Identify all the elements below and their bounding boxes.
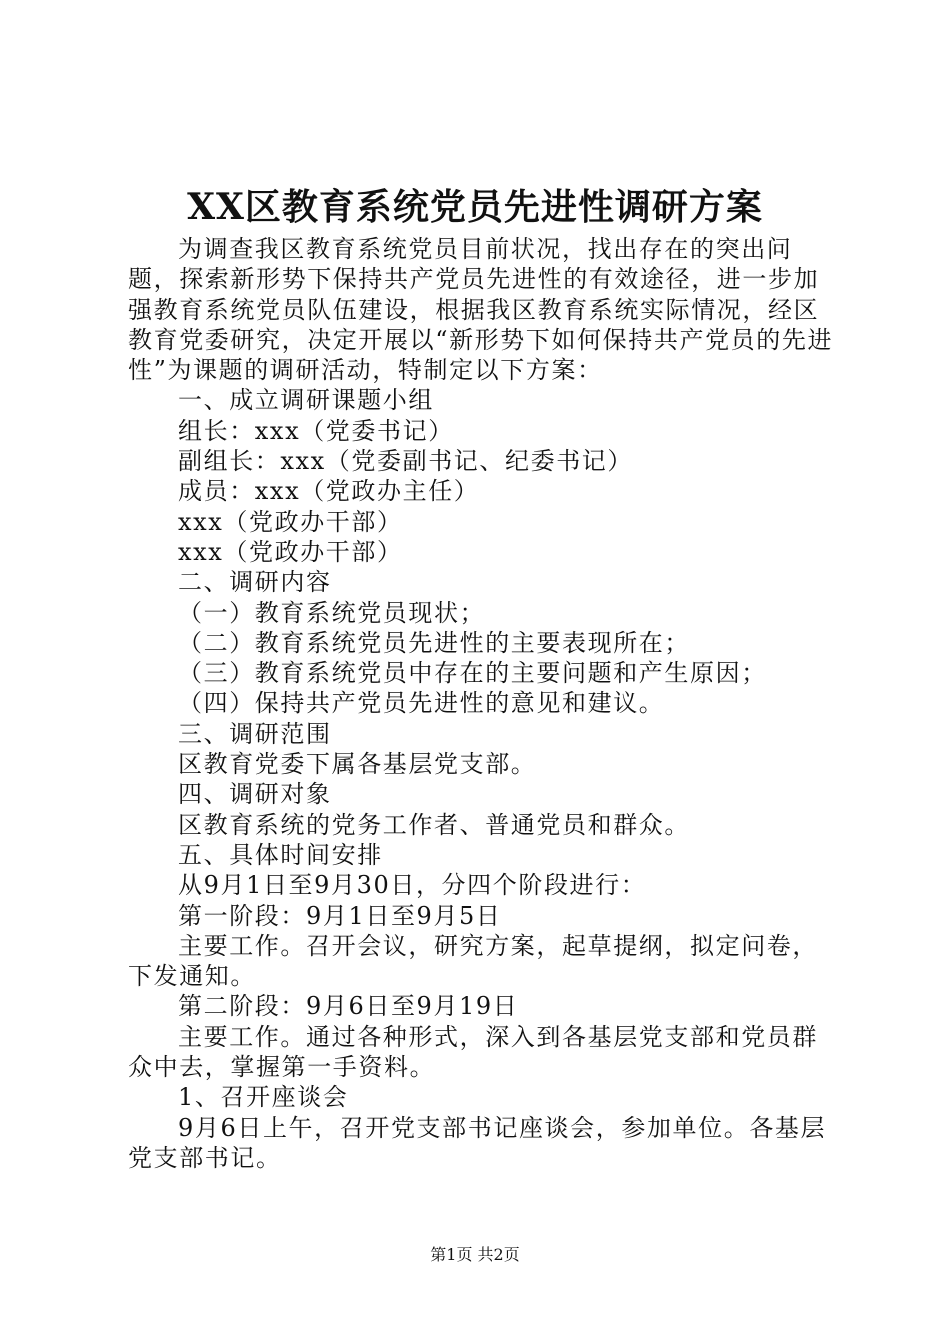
content-item: （四）保持共产党员先进性的意见和建议。 — [178, 689, 665, 718]
sub1-heading: 1、召开座谈会 — [178, 1083, 349, 1112]
stage2-title: 第二阶段：9月6日至9月19日 — [178, 992, 519, 1021]
schedule-overview: 从9月1日至9月30日，分四个阶段进行： — [178, 871, 647, 900]
section5-heading: 五、具体时间安排 — [178, 840, 383, 869]
sub1-text: 9月6日上午，召开党支部书记座谈会，参加单位。各基层党支部书记。 — [128, 1113, 827, 1172]
member-line: xxx（党政办干部） — [178, 537, 403, 566]
intro-paragraph: 为调查我区教育系统党员目前状况，找出存在的突出问题，探索新形势下保持共产党员先进性的有效途径，进一步加强教育系统党员队伍建设，根据我区教育系统实际情况，经区教育党委研究，决定开展以“新形势下如何保持共产党员的先进性”为课题的调研活动，特制定以下方案： — [128, 235, 834, 385]
section3-heading: 三、调研范围 — [178, 719, 332, 748]
deputy-leader-line: 副组长：xxx（党委副书记、纪委书记） — [178, 447, 634, 476]
document-body — [128, 234, 840, 1173]
document-title: XX区教育系统党员先进性调研方案 — [187, 186, 763, 228]
section1-heading: 一、成立调研课题小组 — [178, 386, 434, 415]
stage2-work: 主要工作。通过各种形式，深入到各基层党支部和党员群众中去，掌握第一手资料。 — [128, 1022, 818, 1082]
section2-heading: 二、调研内容 — [178, 568, 332, 597]
content-item: （二）教育系统党员先进性的主要表现所在； — [178, 628, 690, 657]
stage1-work: 主要工作。召开会议，研究方案，起草提纲，拟定问卷，下发通知。 — [128, 931, 818, 991]
subject-text: 区教育系统的党务工作者、普通党员和群众。 — [178, 810, 690, 839]
page-footer: 第1页 共2页 — [430, 1245, 520, 1264]
scope-text: 区教育党委下属各基层党支部。 — [178, 750, 537, 779]
stage1-title: 第一阶段：9月1日至9月5日 — [178, 901, 502, 930]
section4-heading: 四、调研对象 — [178, 780, 332, 809]
content-item: （一）教育系统党员现状； — [178, 598, 486, 627]
member-line: xxx（党政办干部） — [178, 507, 403, 536]
team-leader-line: 组长：xxx（党委书记） — [178, 416, 454, 445]
member-line: 成员：xxx（党政办主任） — [178, 477, 480, 506]
content-item: （三）教育系统党员中存在的主要问题和产生原因； — [178, 659, 767, 688]
